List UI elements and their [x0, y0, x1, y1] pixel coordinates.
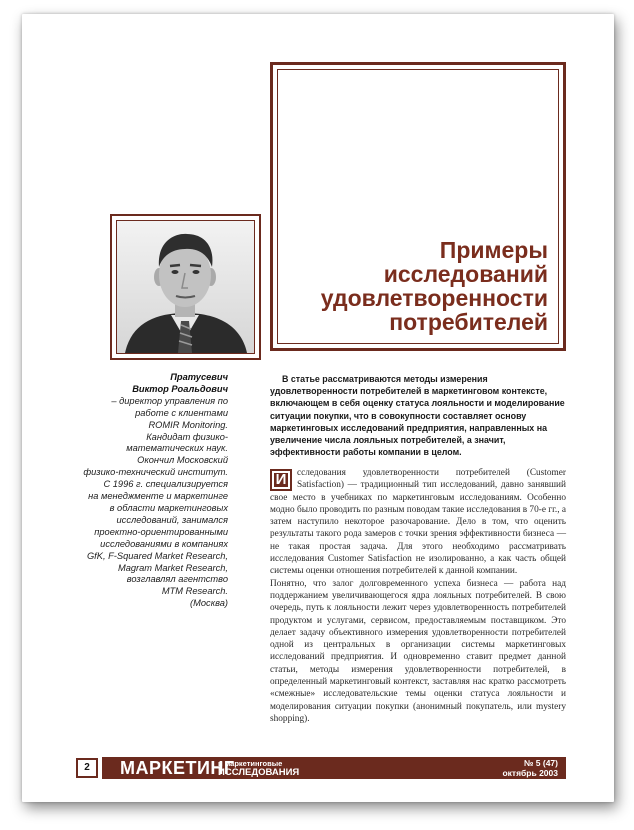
drop-cap — [270, 469, 292, 491]
article-body — [270, 467, 566, 725]
bio-line: – директор управления по — [111, 395, 228, 406]
bio-line: ROMIR Monitoring. — [148, 419, 228, 430]
bio-line: проектно-ориентированными — [94, 526, 228, 537]
body-paragraph-2: Понятно, что залог долговременного успеха бизнеса — работа над поддержанием увеличивающегося ядра лояльных потребителей. В свою очередь, путь к лояльности лежит через удовлетворенность потребителей продуктом и услугами, сервисом, предоставляемым поставщиком. Это делает задачу объективного измерения удовлетворенности потребителей одной из центральных в организации системы маркетинговых исследований предприятия. И одновременно ставит предмет данной статьи, методы измерения удовлетворенности потребителей, в определенный маркетинговый контекст, заставляя нас кратко рассмотреть «смежные» исследовательские темы оценки статуса лояльности и моделирования ситуации покупки (анонимный покупатель, или mystery shopping). — [270, 578, 566, 724]
author-photo-frame — [110, 214, 261, 360]
title-line-4: потребителей — [389, 309, 548, 335]
bio-line: (Москва) — [190, 598, 228, 609]
magazine-page — [22, 14, 614, 802]
bio-line: исследований, занимался — [116, 514, 228, 525]
bio-line: Окончил Московский — [137, 455, 228, 466]
bio-line: исследованиями в компаниях — [100, 538, 228, 549]
bio-line: MTM Research. — [161, 586, 228, 597]
bio-line: Magram Market Research, — [117, 562, 228, 573]
lead-paragraph: В статье рассматриваются методы измерения удовлетворенности потребителей в маркетинговом контексте, включающем в себя оценку статуса лояльности и моделирование ситуации покупки, что в совокупности составляет основу маркетинговых исследований предприятия, направленных на увеличение числа лояльных потребителей, а значит, эффективности работы компании в целом. — [270, 374, 565, 458]
magazine-brand: МАРКЕТИНГ — [120, 758, 235, 778]
subtitle-line-1: и маркетинговые — [218, 759, 283, 768]
portrait-image — [117, 221, 254, 353]
drop-cap-letter: И — [275, 471, 287, 488]
author-surname: Пратусевич — [170, 372, 228, 382]
footer-bar — [102, 757, 566, 779]
body-paragraph-1: сследования удовлетворенности потребителей (Customer Satisfaction) — традиционный тип исследований, давно занявший свое место в учебниках по маркетинговым исследованиям. Особенно модно было проводить по разным поводам такие исследования в 70-е гг., а затем наступило некоторое разочарование. Дело в том, что оценить результаты такого рода замеров с точки зрения эффективности бизнеса — не такая простая задача. Для этого необходимо рассматривать исследования Customer Satisfaction не изолированно, а как часть общей системы оценки отношения потребителей к данной компании. — [270, 468, 566, 577]
author-name: Виктор Роальдович — [132, 383, 228, 394]
title-line-1: Примеры — [439, 237, 548, 263]
magazine-subtitle — [218, 760, 299, 778]
issue-number: № 5 (47) — [523, 758, 558, 768]
bio-line: Кандидат физико- — [146, 431, 228, 442]
issue-info — [502, 759, 558, 778]
bio-line: на менеджменте и маркетинге — [88, 491, 228, 502]
article-title — [321, 238, 548, 334]
bio-line: работе с клиентами — [135, 407, 228, 418]
bio-line: физико-технический институт. — [83, 467, 228, 478]
bio-line: математических наук. — [126, 443, 228, 454]
title-line-2: исследований — [383, 261, 548, 287]
title-frame — [270, 62, 566, 351]
page-number: 2 — [76, 758, 98, 778]
issue-date: октябрь 2003 — [502, 767, 558, 778]
bio-line: GfK, F-Squared Market Research, — [86, 550, 228, 561]
bio-line: С 1996 г. специализируется — [103, 479, 228, 490]
author-bio — [68, 372, 228, 610]
subtitle-line-2: ИССЛЕДОВАНИЯ — [218, 766, 300, 778]
bio-line: возглавлял агентство — [126, 574, 228, 585]
bio-line: в области маркетинговых — [109, 502, 228, 513]
title-line-3: удовлетворенности — [320, 285, 548, 311]
author-photo — [116, 220, 255, 354]
